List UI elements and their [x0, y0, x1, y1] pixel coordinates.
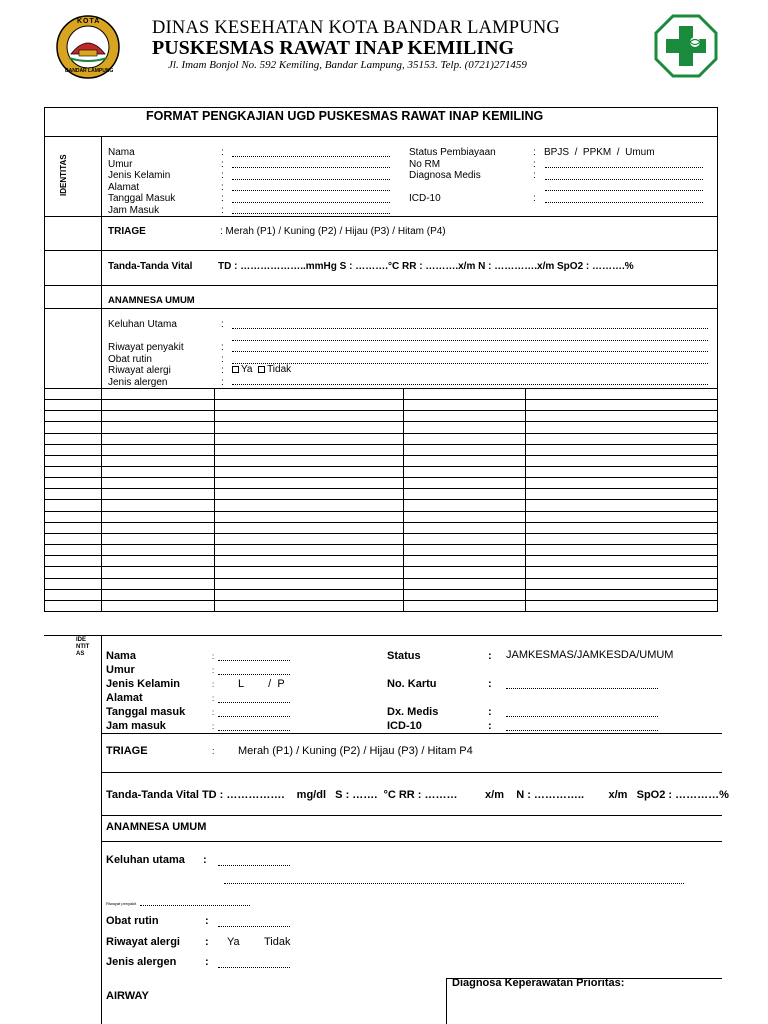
form2-label-no-kartu: No. Kartu: [387, 678, 437, 690]
form1-label-alamat: Alamat: [108, 181, 140, 193]
form1-identity-labels: [108, 147, 175, 216]
form2-obat-label: Obat rutin: [106, 915, 159, 927]
form1-ttv-value: TD : ………………..mmHg S : ……….°C RR : ……….x/m N : ………….x/m SpO2 : ……….%: [218, 261, 634, 272]
form1-label-no-rm: No RM: [409, 158, 441, 170]
form2-status-value: JAMKESMAS/JAMKESDA/UMUM: [506, 649, 674, 661]
form2-gender-value: L / P: [238, 678, 285, 690]
grid-column-line: [214, 388, 215, 611]
grid-row-line: [44, 477, 718, 478]
form1-ttv-label: Tanda-Tanda Vital: [108, 261, 193, 272]
grid-row-line: [44, 522, 718, 523]
grid-row-line: [44, 466, 718, 467]
grid-column-line: [525, 388, 526, 611]
form1-label-obat: Obat rutin: [108, 353, 152, 365]
form1-keluhan-field-2[interactable]: [232, 340, 708, 341]
form2-riwayat-tiny-label: Riwayat penyakit: [106, 901, 137, 906]
form1-alergi-ya-label: Ya: [241, 364, 253, 375]
form1-label-umur: Umur: [108, 158, 133, 170]
grid-row-line: [44, 600, 718, 601]
form1-obat-field[interactable]: [232, 363, 708, 364]
grid-row-line: [44, 444, 718, 445]
form1-label-alergen: Jenis alergen: [108, 376, 168, 388]
form1-alamat-field[interactable]: [232, 190, 390, 191]
form1-label-diagnosa: Diagnosa Medis: [409, 170, 481, 181]
form1-diagnosa-field[interactable]: [545, 179, 703, 180]
grid-row-line: [44, 566, 718, 567]
form1-nama-field[interactable]: [232, 156, 390, 157]
form2-ttv-text: Tanda-Tanda Vital TD : ……………. mg/dl S : ……. °C RR : ……… x/m N : ………….. x/m SpO2 : …………%: [106, 789, 729, 801]
form2-label-tanggal-masuk: Tanggal masuk: [106, 706, 186, 718]
form2-label-alamat: Alamat: [106, 692, 143, 704]
form2-no-kartu-field[interactable]: [506, 688, 658, 689]
grid-row-line: [44, 410, 718, 411]
form2-diagnosa-label: Diagnosa Keperawatan Prioritas:: [452, 977, 625, 989]
header-title: PUSKESMAS RAWAT INAP KEMILING: [152, 37, 515, 59]
form1-label-jam-masuk: Jam Masuk: [108, 204, 160, 216]
form2-obat-field[interactable]: [218, 926, 290, 927]
form1-label-tanggal-masuk: Tanggal Masuk: [108, 193, 176, 204]
grid-column-line: [403, 388, 404, 611]
form1-anamnesa-label: ANAMNESA UMUM: [108, 295, 195, 306]
grid-row-line: [44, 499, 718, 500]
form1-alergi-ya-checkbox[interactable]: [232, 366, 239, 373]
form1-no-rm-field[interactable]: [545, 167, 703, 168]
form1-label-keluhan: Keluhan Utama: [108, 319, 177, 330]
grid-row-line: [44, 399, 718, 400]
form2-keluhan-field-2[interactable]: [224, 883, 684, 884]
form1-jenis-kelamin-field[interactable]: [232, 179, 390, 180]
logo-bottom-text: BANDAR LAMPUNG: [65, 68, 114, 74]
header-department: DINAS KESEHATAN KOTA BANDAR LAMPUNG: [152, 18, 560, 38]
city-crest-icon: [55, 14, 121, 80]
form1-identitas-label: IDENTITAS: [59, 154, 68, 196]
form1-keluhan-field[interactable]: [232, 328, 708, 329]
form1-alergi-tidak-checkbox[interactable]: [258, 366, 265, 373]
form1-alergi-tidak-label: Tidak: [267, 364, 292, 375]
grid-row-line: [44, 388, 718, 389]
form1-label-status: Status Pembiayaan: [409, 147, 496, 158]
form2-label-nama: Nama: [106, 650, 136, 662]
grid-row-line: [44, 611, 718, 612]
header-address: Jl. Imam Bonjol No. 592 Kemiling, Bandar Lampung, 35153. Telp. (0721)271459: [168, 59, 527, 71]
form1-triage-value: : Merah (P1) / Kuning (P2) / Hijau (P3) / Hitam (P4): [220, 226, 446, 237]
form2-jam-field[interactable]: [218, 730, 290, 731]
form1-jam-masuk-field[interactable]: [232, 213, 390, 214]
grid-row-line: [44, 555, 718, 556]
form2-alamat-field[interactable]: [218, 702, 290, 703]
form2-alergi-label: Riwayat alergi: [106, 936, 180, 948]
form2-keluhan-label: Keluhan utama: [106, 854, 185, 866]
form2-label-status: Status: [387, 650, 421, 662]
form1-label-alergi: Riwayat alergi: [108, 365, 171, 376]
grid-row-line: [44, 455, 718, 456]
form1-alergen-field[interactable]: [232, 384, 708, 385]
grid-row-line: [44, 544, 718, 545]
grid-row-line: [44, 533, 718, 534]
form1-triage-label: TRIAGE: [108, 226, 146, 237]
form2-alergen-label: Jenis alergen: [106, 956, 177, 968]
form2-keluhan-field[interactable]: [218, 865, 290, 866]
form2-label-icd10: ICD-10: [387, 720, 422, 732]
form1-title: FORMAT PENGKAJIAN UGD PUSKESMAS RAWAT INAP KEMILING: [146, 109, 544, 123]
form1-label-icd10: ICD-10: [409, 193, 441, 204]
form2-triage-label: TRIAGE: [106, 745, 148, 757]
grid-row-line: [44, 578, 718, 579]
form2-airway-label: AIRWAY: [106, 990, 149, 1002]
form2-anamnesa-label: ANAMNESA UMUM: [106, 821, 207, 833]
form1-label-nama: Nama: [108, 147, 135, 158]
form2-icd10-field[interactable]: [506, 730, 658, 731]
form1-riwayat-field[interactable]: [232, 351, 708, 352]
form2-nama-field[interactable]: [218, 660, 290, 661]
form1-icd10-field[interactable]: [545, 202, 703, 203]
form1-diagnosa-field-2[interactable]: [545, 190, 703, 191]
form2-tanggal-field[interactable]: [218, 716, 290, 717]
form2-umur-field[interactable]: [218, 674, 290, 675]
form2-alergen-field[interactable]: [218, 967, 290, 968]
form1-status-value: BPJS / PPKM / Umum: [544, 147, 655, 158]
form1-label-riwayat-penyakit: Riwayat penyakit: [108, 342, 184, 353]
grid-row-line: [44, 433, 718, 434]
grid-row-line: [44, 421, 718, 422]
form1-umur-field[interactable]: [232, 167, 390, 168]
form2-label-jenis-kelamin: Jenis Kelamin: [106, 678, 180, 690]
grid-row-line: [44, 589, 718, 590]
form2-dx-medis-field[interactable]: [506, 716, 658, 717]
form1-tanggal-masuk-field[interactable]: [232, 202, 390, 203]
grid-row-line: [44, 511, 718, 512]
grid-row-line: [44, 488, 718, 489]
form2-identitas-label: IDENTITAS: [76, 637, 90, 657]
form2-label-umur: Umur: [106, 664, 135, 676]
form2-riwayat-field[interactable]: [140, 905, 250, 906]
form2-label-jam-masuk: Jam masuk: [106, 720, 166, 732]
form2-label-dx-medis: Dx. Medis: [387, 706, 439, 718]
form2-alergi-ya[interactable]: Ya: [227, 936, 240, 948]
logo-top-text: KOTA: [77, 18, 101, 25]
form2-triage-value: Merah (P1) / Kuning (P2) / Hijau (P3) / Hitam P4: [238, 745, 473, 757]
form1-label-jenis-kelamin: Jenis Kelamin: [108, 170, 171, 181]
form2-alergi-tidak[interactable]: Tidak: [264, 936, 291, 948]
health-cross-icon: [654, 14, 718, 78]
